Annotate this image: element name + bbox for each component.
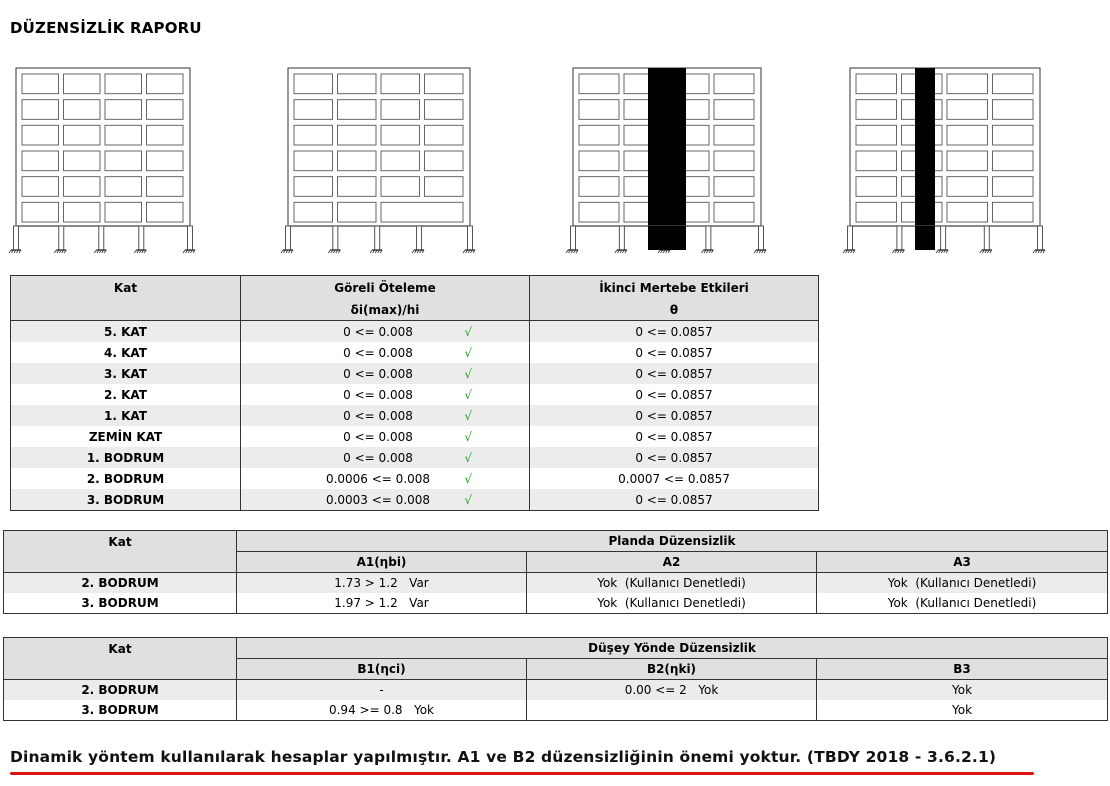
drift-value: 0 <= 0.008 [343,387,413,402]
cell-drift [241,363,530,384]
cell-a3: Yok (Kullanıcı Denetledi) [817,573,1108,594]
cell-drift [241,489,530,511]
table-row [4,593,1108,614]
col-header-kat: Kat [4,531,237,573]
cell-theta: 0.0007 <= 0.0857 [530,468,819,489]
col-subheader-kat [11,299,241,321]
col-header-a2: A2 [527,552,817,573]
col-header-b1: B1(ηci) [237,659,527,680]
row-kat: 4. KAT [104,345,147,360]
cell-drift [241,405,530,426]
col-header-plan-group: Planda Düzensizlik [237,531,1108,552]
drift-value: 0 <= 0.008 [343,450,413,465]
table-row [4,700,1108,721]
table-row [11,363,819,384]
cell-b2 [527,700,817,721]
row-kat: 3. KAT [11,363,241,384]
building-figure-regular [281,68,475,253]
col-header-b2: B2(ηki) [527,659,817,680]
building-figure-narrow-shear-wall [843,68,1045,253]
col-header-vertical-group: Düşey Yönde Düzensizlik [237,638,1108,659]
drift-value: 0.0003 <= 0.008 [325,492,431,507]
row-kat: 2. BODRUM [4,573,237,594]
cell-theta: 0 <= 0.0857 [530,405,819,426]
col-subheader-drift: δi(max)/hi [241,299,530,321]
vertical-irregularity-table [3,637,1108,721]
table-row [11,426,819,447]
page-title: DÜZENSİZLİK RAPORU [10,19,202,37]
col-subheader-theta: θ [530,299,819,321]
check-icon: √ [464,366,472,381]
table-row [11,405,819,426]
table-row [11,468,819,489]
cell-drift [241,342,530,363]
check-icon: √ [464,429,472,444]
table-row [11,447,819,468]
cell-theta: 0 <= 0.0857 [530,363,819,384]
cell-theta: 0 <= 0.0857 [530,384,819,405]
table-row [4,680,1108,701]
row-kat: 3. BODRUM [81,703,159,717]
table-row [11,384,819,405]
col-header-b3: B3 [817,659,1108,680]
cell-drift [241,321,530,343]
check-icon: √ [464,471,472,486]
drift-value: 0 <= 0.008 [343,324,413,339]
col-header-a3: A3 [817,552,1108,573]
cell-drift [241,384,530,405]
cell-theta: 0 <= 0.0857 [530,489,819,511]
footer-note: Dinamik yöntem kullanılarak hesaplar yapılmıştır. A1 ve B2 düzensizliğinin önemi yoktur. (TBDY 2018 - 3.6.2.1) [10,748,997,766]
cell-a1: 1.97 > 1.2 Var [237,593,527,614]
building-figure-soft-storey [9,68,195,253]
cell-b1: 0.94 >= 0.8 Yok [237,700,527,721]
table-row [11,342,819,363]
row-kat: 1. BODRUM [11,447,241,468]
cell-a1: 1.73 > 1.2 Var [237,573,527,594]
table-row [4,573,1108,594]
col-header-kat: Kat [11,276,241,300]
cell-b2: 0.00 <= 2 Yok [527,680,817,701]
row-kat: 3. BODRUM [81,596,159,610]
cell-theta: 0 <= 0.0857 [530,426,819,447]
cell-drift [241,447,530,468]
table-row [11,489,819,511]
building-figures [0,60,1110,260]
footer-underline [10,772,1034,775]
check-icon: √ [464,492,472,507]
col-header-second-order: İkinci Mertebe Etkileri [530,276,819,300]
row-kat: 2. KAT [104,387,147,402]
row-kat: 2. BODRUM [4,680,237,701]
plan-irregularity-table [3,530,1108,614]
col-header-kat: Kat [4,638,237,680]
cell-theta: 0 <= 0.0857 [530,321,819,343]
drift-value: 0.0006 <= 0.008 [325,471,431,486]
row-kat: 1. KAT [11,405,241,426]
cell-theta: 0 <= 0.0857 [530,342,819,363]
cell-a3: Yok (Kullanıcı Denetledi) [817,593,1108,614]
cell-theta: 0 <= 0.0857 [530,447,819,468]
drift-value: 0 <= 0.008 [343,345,413,360]
check-icon: √ [464,387,472,402]
row-kat: 2. BODRUM [86,471,165,486]
cell-drift [241,426,530,447]
row-kat: ZEMİN KAT [88,429,163,444]
check-icon: √ [464,408,472,423]
cell-b1: - [237,680,527,701]
cell-b3: Yok [817,700,1108,721]
table-row [11,321,819,343]
col-header-drift: Göreli Öteleme [241,276,530,300]
check-icon: √ [464,324,472,339]
drift-table [10,275,819,511]
row-kat: 5. KAT [11,321,241,343]
cell-b3: Yok [817,680,1108,701]
drift-value: 0 <= 0.008 [343,429,413,444]
building-figure-wide-shear-wall [566,68,766,253]
row-kat: 3. BODRUM [11,489,241,511]
drift-value: 0 <= 0.008 [343,366,413,381]
cell-drift [241,468,530,489]
cell-a2: Yok (Kullanıcı Denetledi) [527,573,817,594]
drift-value: 0 <= 0.008 [343,408,413,423]
check-icon: √ [464,450,472,465]
cell-a2: Yok (Kullanıcı Denetledi) [527,593,817,614]
check-icon: √ [464,345,472,360]
col-header-a1: A1(ηbi) [237,552,527,573]
